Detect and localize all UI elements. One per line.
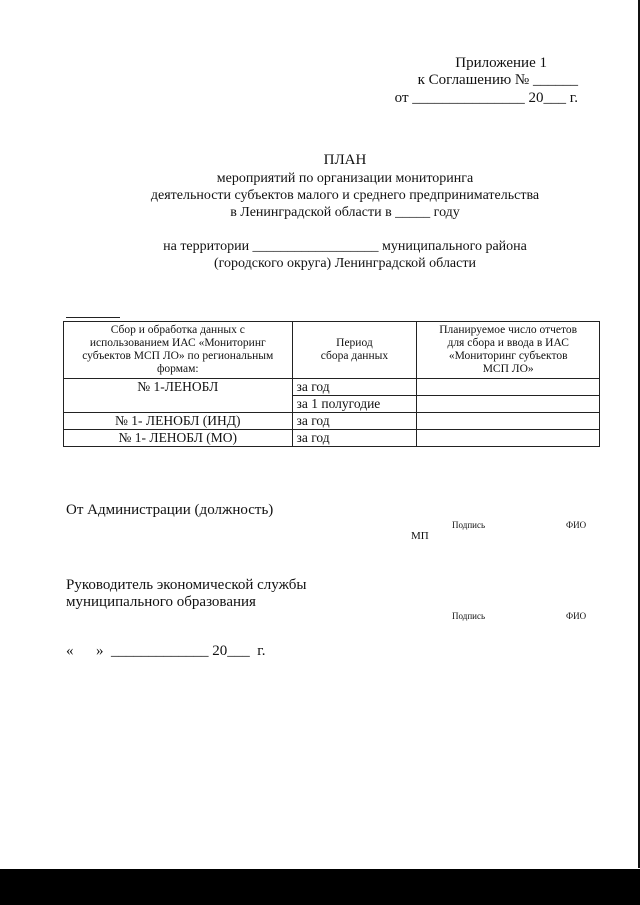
admin-position-label: От Администрации (должность): [66, 502, 274, 518]
count-cell[interactable]: [417, 430, 600, 447]
economic-head-line-1: Руководитель экономической службы: [66, 577, 307, 593]
plan-title: ПЛАН: [323, 152, 367, 168]
plan-subtitle-3: в Ленинградской области в _____ году: [230, 205, 460, 220]
table-top-mark: [66, 317, 120, 318]
date-line: « » _____________ 20___ г.: [66, 643, 266, 659]
period-cell: за год: [292, 379, 417, 396]
header-period: Период сбора данных: [292, 322, 417, 379]
count-cell[interactable]: [417, 413, 600, 430]
fio-label-2: ФИО: [566, 611, 587, 621]
count-cell[interactable]: [417, 379, 600, 396]
header-collection: Сбор и обработка данных с использованием ИАС «Мониторинг субъектов МСП ЛО» по региональным формам:: [64, 322, 293, 379]
agreement-number: к Соглашению № ______: [417, 72, 578, 88]
stamp-place-label: МП: [411, 530, 429, 542]
header-planned-count: Планируемое число отчетов для сбора и ввода в ИАС «Мониторинг субъектов МСП ЛО»: [417, 322, 600, 379]
signature-label-1: Подпись: [452, 520, 486, 530]
period-cell: за год: [292, 413, 417, 430]
territory-line-2: (городского округа) Ленинградской области: [214, 256, 476, 271]
fio-label-1: ФИО: [566, 520, 587, 530]
reports-table: [63, 321, 600, 447]
form-cell: № 1-ЛЕНОБЛ: [64, 379, 293, 413]
form-cell: № 1- ЛЕНОБЛ (МО): [64, 430, 293, 447]
table-header-row: [64, 322, 600, 379]
economic-head-line-2: муниципального образования: [66, 594, 256, 610]
table-row: [64, 413, 600, 430]
period-cell: за год: [292, 430, 417, 447]
count-cell[interactable]: [417, 396, 600, 413]
plan-subtitle-1: мероприятий по организации мониторинга: [216, 171, 474, 186]
agreement-date: от _______________ 20___ г.: [394, 90, 578, 106]
plan-subtitle-2: деятельности субъектов малого и среднего предпринимательства: [150, 188, 540, 203]
period-cell: за 1 полугодие: [292, 396, 417, 413]
form-cell: № 1- ЛЕНОБЛ (ИНД): [64, 413, 293, 430]
scan-bottom-bar: [0, 869, 640, 905]
territory-line-1: на территории __________________ муниципального района: [163, 239, 527, 254]
appendix-label: Приложение 1: [455, 55, 547, 71]
signature-label-2: Подпись: [452, 611, 486, 621]
table-row: [64, 379, 600, 396]
table-row: [64, 430, 600, 447]
